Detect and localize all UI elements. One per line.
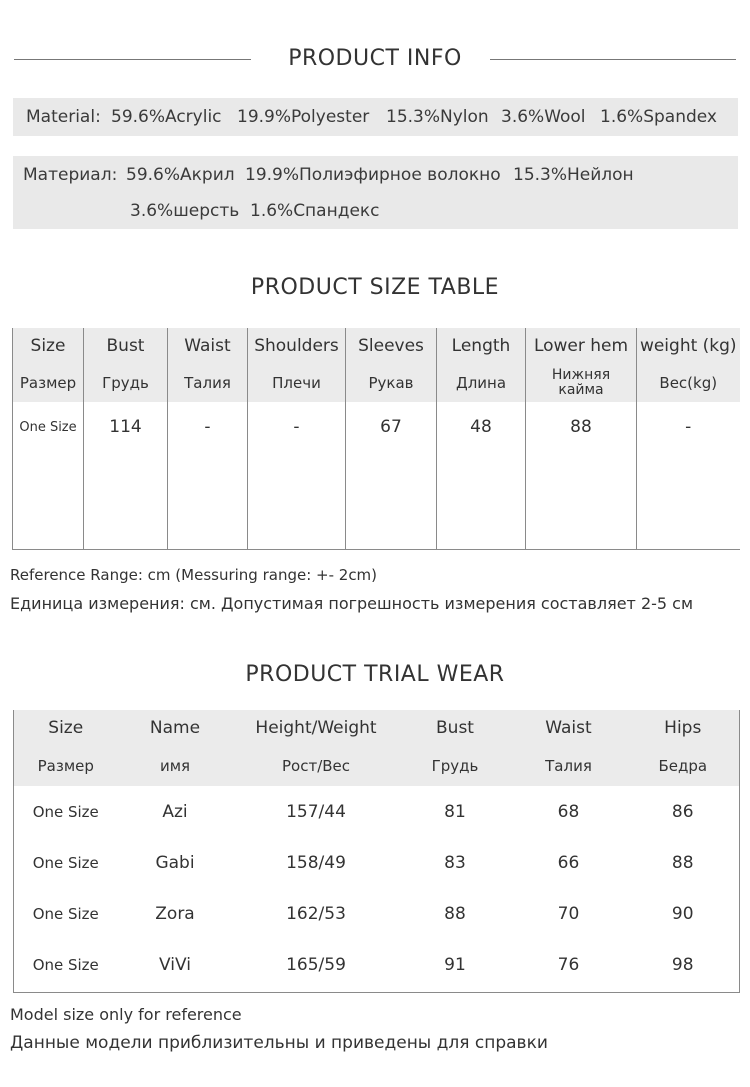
trial-header-ru-cell: имя (118, 746, 233, 786)
trial-cell: One Size (14, 939, 118, 992)
size-header-ru-cell: Грудь (84, 364, 168, 402)
trial-header-en-row (14, 710, 740, 746)
trial-header-cell: Height/Weight (233, 710, 400, 746)
size-header-cell: Shoulders (248, 328, 346, 364)
trial-cell: 88 (400, 888, 511, 939)
size-cell: 48 (437, 402, 526, 549)
trial-wear-title: PRODUCT TRIAL WEAR (245, 662, 505, 687)
material-en-item: 15.3%Nylon (386, 107, 489, 127)
trial-cell: One Size (14, 837, 118, 888)
size-header-ru-cell: Рукав (346, 364, 437, 402)
material-ru-label: Материал: (23, 165, 118, 185)
size-header-cell: Length (437, 328, 526, 364)
trial-header-ru-cell: Грудь (400, 746, 511, 786)
trial-cell: 68 (511, 786, 627, 837)
trial-header-ru-cell: Рост/Вес (233, 746, 400, 786)
size-table-heading (0, 275, 750, 300)
size-header-ru-cell: Плечи (248, 364, 346, 402)
size-header-ru-cell: Длина (437, 364, 526, 402)
material-ru-item: 3.6%шерсть (130, 201, 240, 221)
material-ru-item: 1.6%Спандекс (250, 201, 380, 221)
size-header-en-row (13, 328, 740, 364)
size-cell: - (168, 402, 248, 549)
trial-cell: Gabi (118, 837, 233, 888)
material-en-box (13, 98, 738, 136)
trial-note-ru: Данные модели приблизительны и приведены для справки (10, 1033, 548, 1053)
trial-header-cell: Waist (511, 710, 627, 746)
trial-cell: 86 (627, 786, 740, 837)
product-info-heading (0, 46, 750, 71)
trial-cell: One Size (14, 786, 118, 837)
size-header-ru-cell: Размер (13, 364, 84, 402)
trial-wear-table (13, 710, 740, 993)
trial-header-cell: Size (14, 710, 118, 746)
trial-cell: One Size (14, 888, 118, 939)
trial-cell: 70 (511, 888, 627, 939)
trial-cell: 90 (627, 888, 740, 939)
trial-header-cell: Bust (400, 710, 511, 746)
size-cell: 67 (346, 402, 437, 549)
size-cell: - (637, 402, 740, 549)
trial-cell: ViVi (118, 939, 233, 992)
trial-cell: 157/44 (233, 786, 400, 837)
size-cell: 114 (84, 402, 168, 549)
size-cell: 88 (526, 402, 637, 549)
trial-cell: Zora (118, 888, 233, 939)
table-row (14, 888, 740, 939)
material-en-item: 3.6%Wool (501, 107, 586, 127)
size-header-cell: Lower hem (526, 328, 637, 364)
trial-cell: 162/53 (233, 888, 400, 939)
size-note-en: Reference Range: cm (Messuring range: +- 2cm) (10, 566, 378, 584)
material-en-item: 19.9%Polyester (237, 107, 370, 127)
trial-cell: 76 (511, 939, 627, 992)
trial-cell: 66 (511, 837, 627, 888)
trial-cell: 158/49 (233, 837, 400, 888)
size-header-cell: Bust (84, 328, 168, 364)
trial-header-cell: Name (118, 710, 233, 746)
trial-header-cell: Hips (627, 710, 740, 746)
table-row (14, 786, 740, 837)
size-header-cell: weight (kg) (637, 328, 740, 364)
material-en-item: 59.6%Acrylic (111, 107, 222, 127)
trial-note-en: Model size only for reference (10, 1005, 242, 1024)
trial-header-ru-cell: Размер (14, 746, 118, 786)
table-row (14, 939, 740, 992)
size-data-row (13, 402, 740, 549)
trial-cell: 88 (627, 837, 740, 888)
trial-cell: 91 (400, 939, 511, 992)
size-header-cell: Sleeves (346, 328, 437, 364)
size-cell: - (248, 402, 346, 549)
size-header-cell: Size (13, 328, 84, 364)
size-table (12, 328, 740, 550)
trial-cell: 83 (400, 837, 511, 888)
table-row (14, 837, 740, 888)
trial-header-ru-row (14, 746, 740, 786)
size-cell: One Size (13, 402, 84, 549)
trial-header-ru-cell: Талия (511, 746, 627, 786)
size-header-ru-row (13, 364, 740, 402)
material-ru-box (13, 156, 738, 229)
size-table-title: PRODUCT SIZE TABLE (250, 275, 500, 300)
material-en-item: 1.6%Spandex (600, 107, 717, 127)
trial-cell: 81 (400, 786, 511, 837)
size-note-ru: Единица измерения: см. Допустимая погрешность измерения составляет 2-5 см (10, 594, 694, 613)
size-header-ru-cell: Вес(kg) (637, 364, 740, 402)
material-en-label: Material: (26, 107, 101, 127)
trial-header-ru-cell: Бедра (627, 746, 740, 786)
size-header-ru-cell: Талия (168, 364, 248, 402)
size-header-ru-cell: Нижняя кайма (526, 364, 637, 402)
trial-cell: Azi (118, 786, 233, 837)
trial-wear-heading (0, 662, 750, 687)
size-header-cell: Waist (168, 328, 248, 364)
material-ru-item: 15.3%Нейлон (513, 165, 634, 185)
material-ru-item: 19.9%Полиэфирное волокно (245, 165, 501, 185)
material-ru-item: 59.6%Акрил (126, 165, 235, 185)
trial-cell: 165/59 (233, 939, 400, 992)
product-info-title: PRODUCT INFO (288, 46, 462, 71)
trial-cell: 98 (627, 939, 740, 992)
